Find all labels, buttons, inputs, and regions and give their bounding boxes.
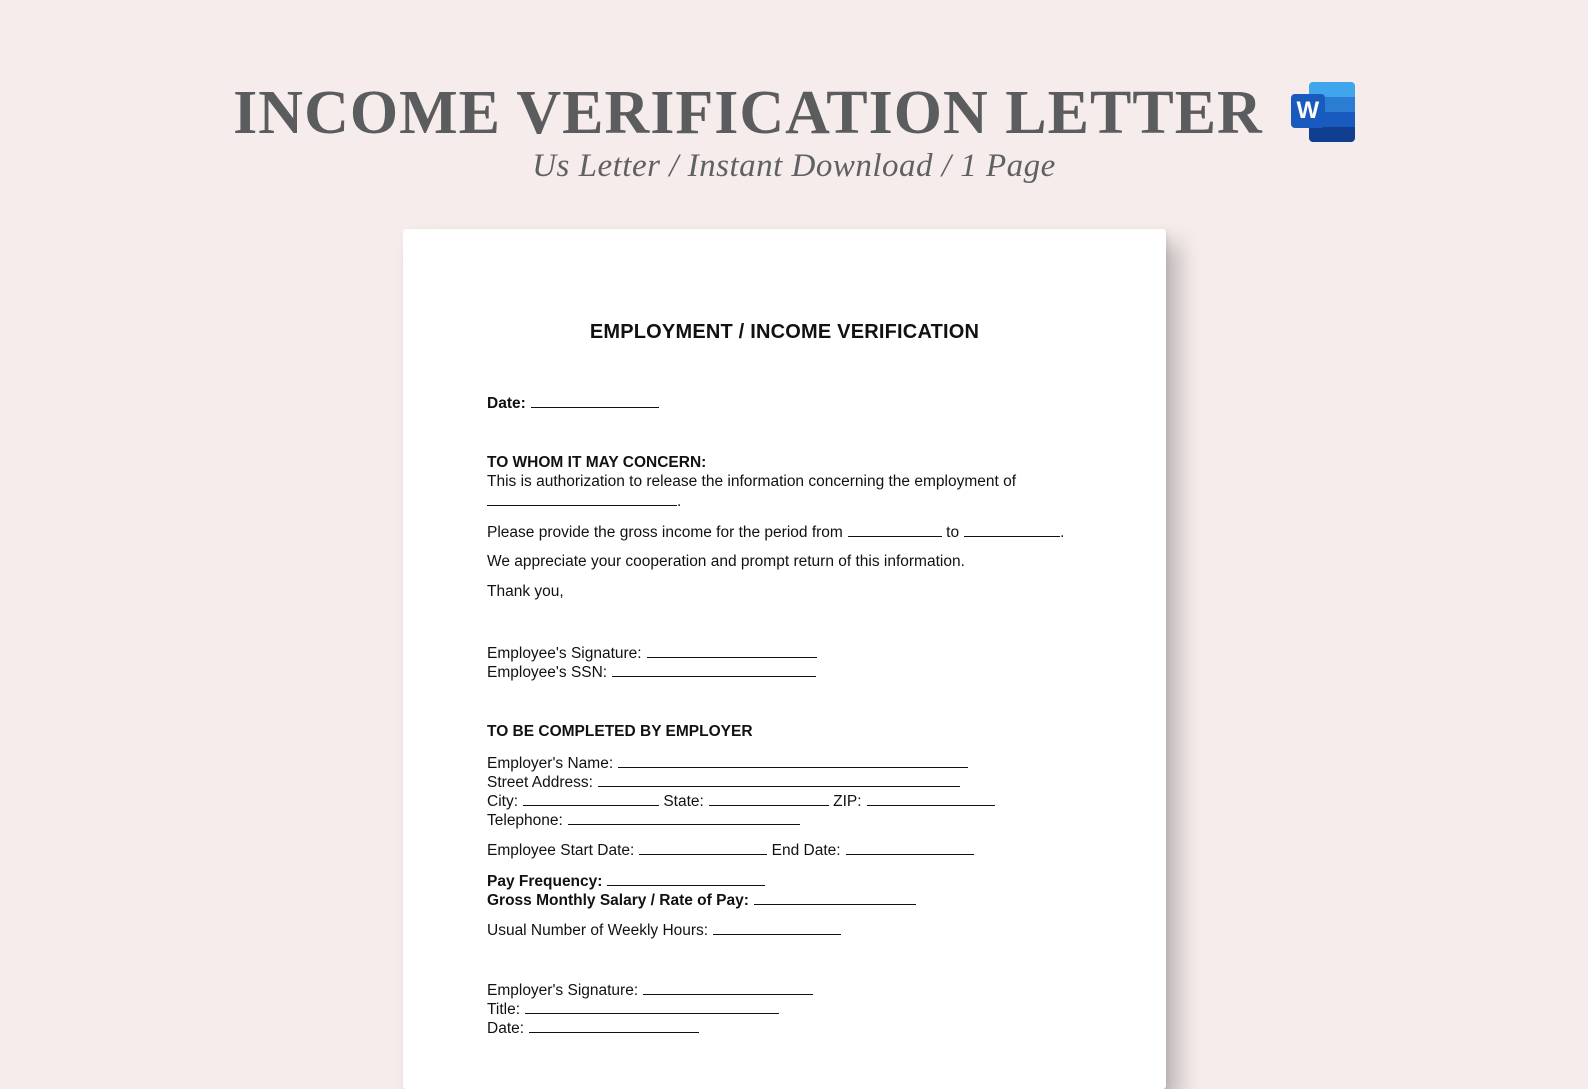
street-address-label: Street Address: [487,774,593,791]
state-blank [709,791,829,806]
period-text: Please provide the gross income for the period from [487,524,843,541]
period-from-blank [848,522,942,537]
period-to-label: to [946,524,960,541]
document-title: EMPLOYMENT / INCOME VERIFICATION [589,321,980,343]
document-page [403,229,1166,1089]
header [0,78,1588,149]
employee-signature-label: Employee's Signature: [487,645,642,662]
street-address-field [487,772,960,792]
thank-you: Thank you, [487,583,564,600]
period-to-blank [964,522,1060,537]
employer-date-label: Date: [487,1020,525,1037]
employer-section-heading: TO BE COMPLETED BY EMPLOYER [487,723,753,740]
employee-signature-blank [647,643,817,658]
date-blank [531,393,659,408]
telephone-field [487,810,800,830]
period-line [487,522,1064,542]
state-label: State: [663,793,704,810]
date-field [487,393,659,413]
employee-name-field [487,491,681,511]
start-date-label: Employee Start Date: [487,842,635,859]
pay-frequency-blank [607,871,765,886]
gross-salary-label: Gross Monthly Salary / Rate of Pay: [487,892,749,909]
pay-frequency-field [487,871,765,891]
street-address-blank [598,772,960,787]
date-label: Date: [487,395,526,412]
weekly-hours-label: Usual Number of Weekly Hours: [487,922,709,939]
end-date-label: End Date: [771,842,841,859]
city-label: City: [487,793,518,810]
pay-frequency-label: Pay Frequency: [487,873,603,890]
city-blank [523,791,659,806]
employer-date-field [487,1018,699,1038]
start-date-blank [639,840,767,855]
title-blank [525,999,779,1014]
title-field [487,999,779,1019]
word-icon-badge: W [1291,94,1325,128]
city-state-zip-field [487,791,995,811]
microsoft-word-icon [1291,82,1355,142]
employee-name-blank [487,491,677,506]
page-subtitle: Us Letter / Instant Download / 1 Page [532,148,1056,184]
employee-ssn-label: Employee's SSN: [487,664,608,681]
period-end-mark: . [1060,524,1065,541]
employer-signature-blank [643,980,813,995]
salutation: TO WHOM IT MAY CONCERN: [487,454,707,471]
appreciation-text: We appreciate your cooperation and prompt return of this information. [487,553,965,570]
zip-label: ZIP: [833,793,862,810]
zip-blank [867,791,995,806]
gross-salary-blank [754,890,916,905]
employee-signature-field [487,643,817,663]
employer-signature-field [487,980,813,1000]
weekly-hours-field [487,920,841,940]
telephone-label: Telephone: [487,812,563,829]
employer-name-field [487,753,968,773]
employer-name-blank [618,753,968,768]
weekly-hours-blank [713,920,841,935]
end-date-blank [846,840,974,855]
employer-date-blank [529,1018,699,1033]
employee-ssn-field [487,662,816,682]
employer-signature-label: Employer's Signature: [487,982,639,999]
telephone-blank [568,810,800,825]
gross-salary-field [487,890,916,910]
title-label: Title: [487,1001,521,1018]
employer-name-label: Employer's Name: [487,755,614,772]
authorization-text: This is authorization to release the information concerning the employment of [487,473,1017,490]
employee-ssn-blank [612,662,816,677]
period-mark: . [677,493,682,510]
page-title: INCOME VERIFICATION LETTER [233,79,1263,147]
employment-dates-field [487,840,974,860]
